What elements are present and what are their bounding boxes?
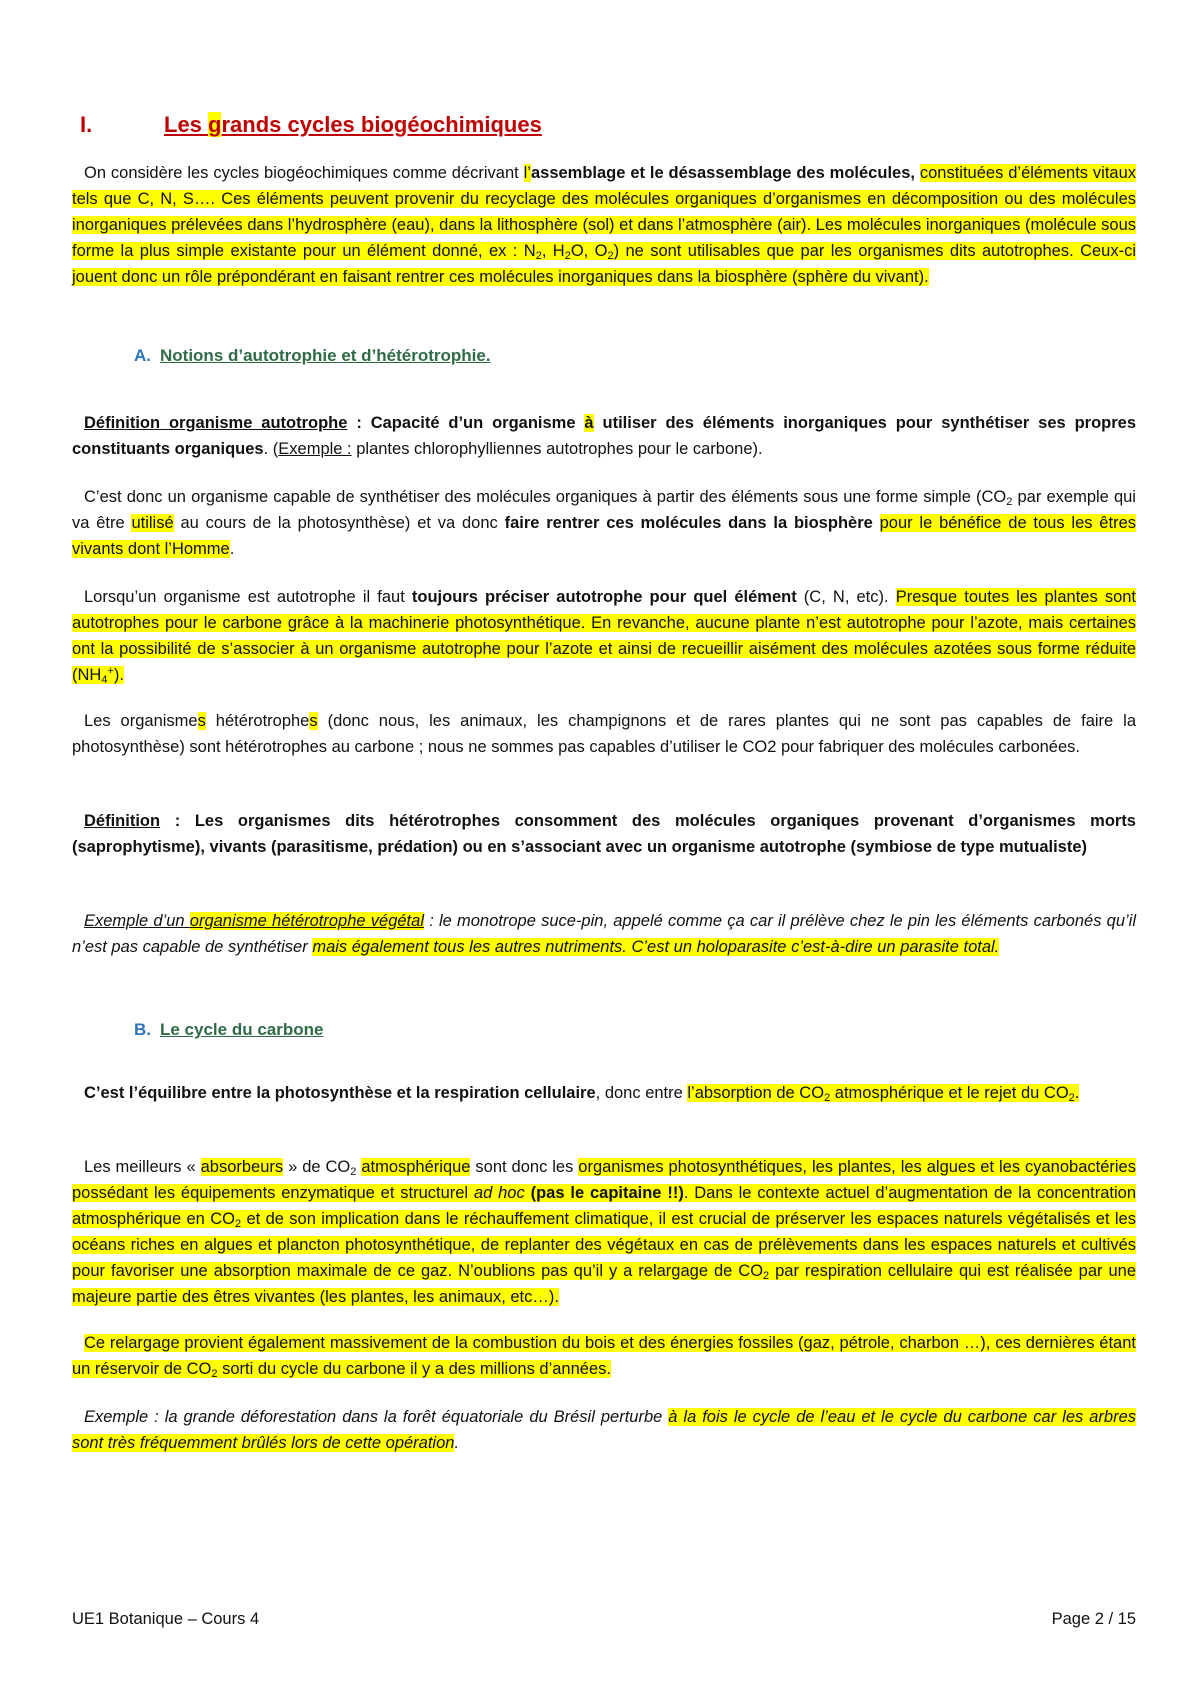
subsection-a-heading: A. Notions d’autotrophie et d’hétérotrophie. <box>134 346 491 365</box>
autotroph-paragraph: C’est donc un organisme capable de synthétiser des molécules organiques à partir des éléments sous une forme simple ($CO_2$ par exemple qui va être utilisé au cours de la photosynthèse) et va donc faire rentrer ces molécules dans la biosphère pour le bénéfice de tous les êtres vivants dont l’Homme. <box>72 488 1136 558</box>
subsection-b-heading: B. Le cycle du carbone <box>134 1020 324 1039</box>
example-deforestation: Exemple : la grande déforestation dans la forêt équatoriale du Brésil perturbe à la fois le cycle de l’eau et le cycle du carbone car les arbres sont très fréquemment brûlés lors de cette opération. <box>72 1408 1136 1452</box>
section-number: I. <box>80 112 93 137</box>
element-paragraph: Lorsqu’un organisme est autotrophe il faut toujours préciser autotrophe pour quel élément (C, N, etc). Presque toutes les plantes sont autotrophes pour le carbone grâce à la machinerie photosynthétique. En revanche, aucune plante n’est autotrophe pour l’azote, mais certaines ont la possibilité de s’associer à un organisme autotrophe pour l’azote et ainsi de recueillir aisément des molécules azotées sous forme réduite $(NH_4^+)$. <box>72 588 1137 686</box>
release-paragraph: Ce relargage provient également massivement de la combustion du bois et des énergies fossiles (gaz, pétrole, charbon …), ces dernières étant un réservoir de $CO_2$ sorti du cycle du carbone il y a des millions d’années. <box>72 1334 1136 1380</box>
absorbers-paragraph: Les meilleurs « absorbeurs » de $CO_2$ atmosphérique sont donc les organismes photosynthétiques, les plantes, les algues et les cyanobactéries possédant les équipements enzymatique et structurel ad hoc (pas le capitaine !!). Dans le contexte actuel d’augmentation de la concentration atmosphérique en $CO_2$ et de son implication dans le réchauffement climatique, il est crucial de préserver les espaces naturels végétalisés et les océans riches en algues et plancton photosynthétique, de replanter des végétaux en cas de prélèvements dans les espaces naturels et cultivés pour favoriser une absorption maximale de ce gaz. N’oublions pas qu’il y a relargage de $CO_2$ par respiration cellulaire qui est réalisée par une majeure partie des êtres vivantes (les plantes, les animaux, etc…). <box>72 1158 1137 1306</box>
intro-paragraph: On considère les cycles biogéochimiques comme décrivant l’assemblage et le désassemblage des molécules, constituées d’éléments vitaux tels que C, N, S…. Ces éléments peuvent provenir du recyclage des molécules organiques d’organismes en décomposition ou des molécules inorganiques prélevées dans l’hydrosphère (eau), dans la lithosphère (sol) et dans l’atmosphère (air). Les molécules inorganiques (molécule sous forme la plus simple existante pour un élément donné, ex : $N_2$, $H_2O$, $O_2$) ne sont utilisables que par les organismes dits autotrophes. Ceux-ci jouent donc un rôle prépondérant en faisant rentrer ces molécules inorganiques dans la biosphère (sphère du vivant). <box>72 164 1137 286</box>
heterotroph-paragraph: Les organismes hétérotrophes (donc nous, les animaux, les champignons et de rares plantes qui ne sont pas capables de faire la photosynthèse) sont hétérotrophes au carbone ; nous ne sommes pas capables d’utiliser le CO2 pour fabriquer des molécules carbonées. <box>72 712 1137 756</box>
carbon-cycle-definition: C’est l’équilibre entre la photosynthèse et la respiration cellulaire, donc entre l’absorption de $CO_2$ atmosphérique et le rejet du $CO_2$. <box>84 1084 1080 1104</box>
section-heading <box>80 112 542 138</box>
footer-course: UE1 Botanique – Cours 4 <box>72 1610 260 1628</box>
section-title: Les grands cycles biogéochimiques <box>164 112 542 137</box>
footer-page-number: Page 2 / 15 <box>1051 1610 1136 1628</box>
example-heterotroph: Exemple d’un organisme hétérotrophe végétal : le monotrope suce-pin, appelé comme ça car il prélève chez le pin les éléments carbonés qu’il n’est pas capable de synthétiser mais également tous les autres nutriments. C’est un holoparasite c’est-à-dire un parasite total. <box>72 912 1136 956</box>
definition-heterotroph: Définition : Les organismes dits hétérotrophes consomment des molécules organiques provenant d’organismes morts (saprophytisme), vivants (parasitisme, prédation) ou en s’associant avec un organisme autotrophe (symbiose de type mutualiste) <box>72 812 1136 856</box>
definition-autotroph: Définition organisme autotrophe : Capacité d’un organisme à utiliser des éléments inorganiques pour synthétiser ses propres constituants organiques. (Exemple : plantes chlorophylliennes autotrophes pour le carbone). <box>72 414 1136 458</box>
